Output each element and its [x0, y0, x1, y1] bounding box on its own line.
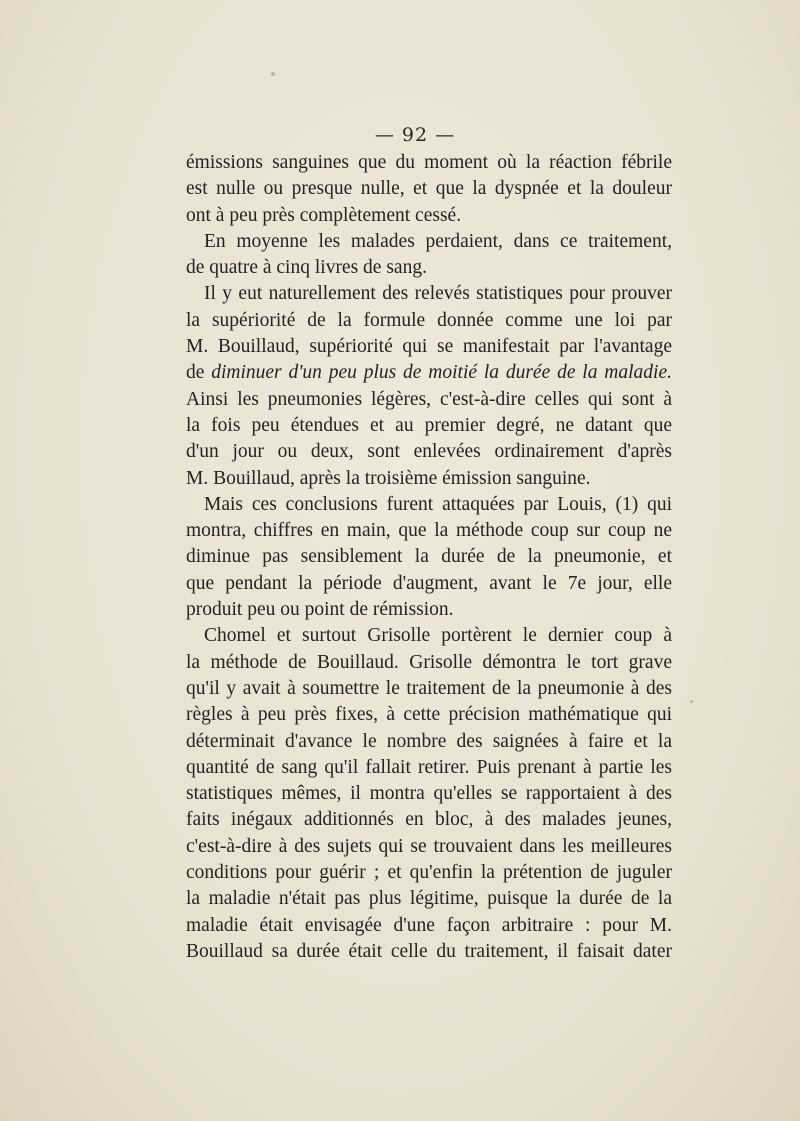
text-line: la supériorité de la formule donnée comme une loi par: [186, 309, 672, 331]
text-line: faits inégaux additionnés en bloc, à des malades jeunes,: [186, 809, 672, 831]
body-text: [186, 150, 672, 965]
text-line: M. Bouillaud, supériorité qui se manifestait par l'avantage: [186, 336, 672, 358]
text-line: règles à peu près fixes, à cette précision mathématique qui: [186, 704, 672, 726]
text-line: émissions sanguines que du moment où la réaction fébrile: [186, 152, 672, 173]
text-line: maladie était envisagée d'une façon arbitraire : pour M.: [186, 914, 672, 936]
text-line: Ainsi les pneumonies légères, c'est-à-dire celles qui sont à: [186, 388, 672, 410]
text-line: qu'il y avait à soumettre le traitement de la pneumonie à des: [186, 677, 672, 699]
text-line: Il y eut naturellement des relevés statistiques pour prouver: [204, 283, 672, 305]
text-line: statistiques mêmes, il montra qu'elles se rapportaient à des: [186, 783, 672, 805]
text-line: la méthode de Bouillaud. Grisolle démontra le tort grave: [186, 651, 672, 673]
text-line: ont à peu près complètement cessé.: [186, 204, 462, 226]
text-line: En moyenne les malades perdaient, dans ce traitement,: [204, 230, 672, 252]
text-line: conditions pour guérir ; et qu'enfin la prétention de juguler: [186, 862, 672, 884]
text-line: que pendant la période d'augment, avant le 7e jour, elle: [186, 572, 672, 594]
text-line: est nulle ou presque nulle, et que la dyspnée et la douleur: [186, 178, 672, 200]
text-line: la fois peu étendues et au premier degré, ne datant que: [186, 414, 672, 436]
page-number: — 92 —: [374, 124, 456, 146]
text-line: produit peu ou point de rémission.: [186, 599, 454, 621]
paper-speck: [690, 700, 693, 703]
italic-phrase: diminuer d'un peu plus de moitié la durée de la maladie.: [211, 362, 672, 384]
text-line: diminue pas sensiblement la durée de la pneumonie, et: [186, 546, 672, 568]
text-line: c'est-à-dire à des sujets qui se trouvaient dans les meilleures: [186, 835, 672, 857]
text-prefix: de: [186, 362, 212, 384]
text-line: déterminait d'avance le nombre des saignées à faire et la: [186, 730, 672, 752]
paper-speck: [271, 72, 275, 76]
text-line: Mais ces conclusions furent attaquées par Louis, (1) qui: [204, 493, 672, 515]
text-line: quantité de sang qu'il fallait retirer. Puis prenant à partie les: [186, 756, 672, 778]
text-line: montra, chiffres en main, que la méthode coup sur coup ne: [186, 520, 672, 542]
text-line: Bouillaud sa durée était celle du traitement, il faisait dater: [186, 940, 672, 962]
text-line: la maladie n'était pas plus légitime, puisque la durée de la: [186, 888, 672, 910]
text-line-with-italic: [186, 360, 672, 386]
text-line: Chomel et surtout Grisolle portèrent le dernier coup à: [204, 625, 672, 647]
text-line: de quatre à cinq livres de sang.: [186, 257, 427, 279]
text-line: M. Bouillaud, après la troisième émission sanguine.: [186, 467, 591, 489]
text-line: d'un jour ou deux, sont enlevées ordinairement d'après: [186, 441, 672, 463]
